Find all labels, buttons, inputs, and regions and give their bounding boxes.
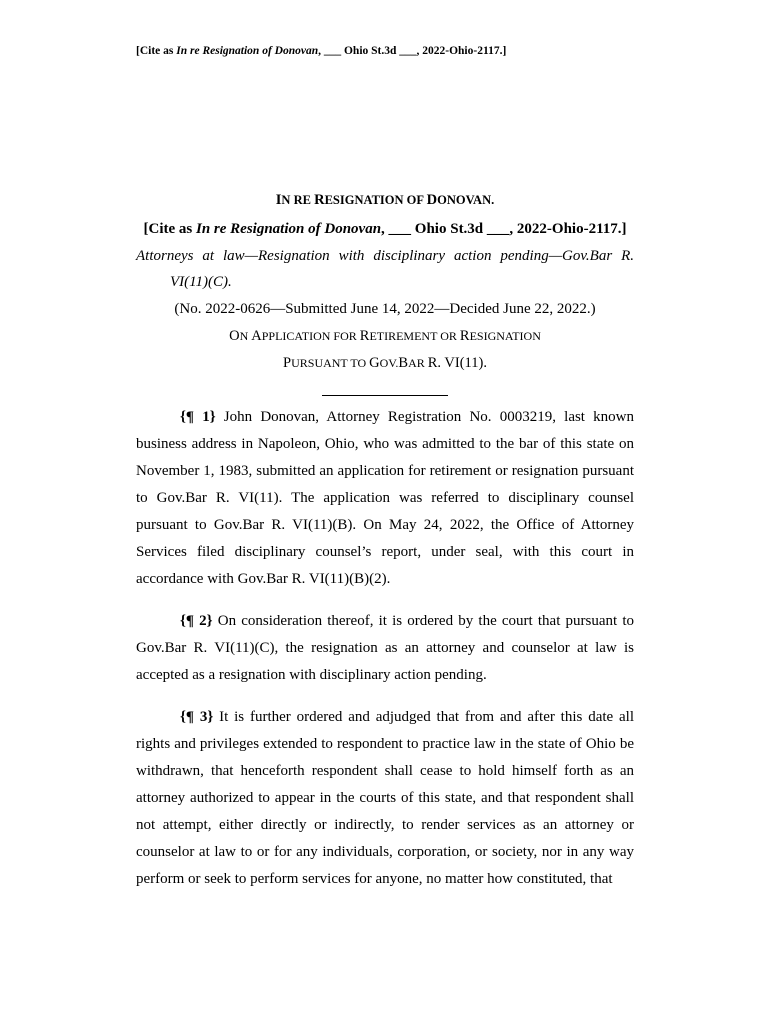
caption-part: ESIGNATION OF	[324, 193, 427, 207]
paragraph-text: It is further ordered and adjudged that from and after this date all rights and privileges extended to respondent to practice law in the state of Ohio be withdrawn, that henceforth respondent shall cease to hold himself forth as an attorney authorized to appear in the courts of this state, and that respondent shall not attempt, either directly or indirectly, to render services as an attorney or counselor at law to or for any individuals, corporation, or society, nor in any way perform or seek to perform services for anyone, no matter how constituted, that	[136, 709, 635, 887]
case-number-dates: (No. 2022-0626—Submitted June 14, 2022—Decided June 22, 2022.)	[174, 301, 596, 317]
running-head-prefix: [Cite as	[136, 45, 177, 57]
caption-part: I	[275, 192, 282, 208]
paragraph-number: {¶ 2}	[180, 613, 213, 629]
heading-part: ESIGNATION	[469, 329, 541, 343]
running-head-citation	[136, 45, 506, 57]
heading-part: A	[251, 328, 262, 344]
section-divider	[322, 395, 448, 396]
opinion-body	[136, 188, 634, 908]
heading-part: B	[398, 355, 409, 371]
running-head-case-name: In re Resignation of Donovan	[176, 45, 319, 57]
case-caption	[136, 188, 634, 212]
heading-part: OV.	[379, 356, 399, 370]
heading-part: N	[239, 329, 252, 343]
heading-part: URSUANT TO	[291, 356, 370, 370]
caption-part: D	[426, 192, 438, 208]
heading-part: G	[369, 355, 380, 371]
paragraph-3	[136, 704, 634, 893]
heading-part: R. VI(11).	[427, 355, 487, 371]
application-heading-line-1	[136, 323, 634, 350]
paragraph-number: {¶ 1}	[180, 409, 216, 425]
paragraph-1	[136, 404, 634, 593]
paragraph-2	[136, 608, 634, 689]
heading-part: O	[229, 328, 240, 344]
heading-part: R	[459, 328, 470, 344]
paragraph-text: On consideration thereof, it is ordered by the court that pursuant to Gov.Bar R. VI(11)(C), the resignation as an attorney and counselor at law is accepted as a resignation with disciplinary action pending.	[136, 613, 635, 683]
heading-part: PPLICATION FOR	[261, 329, 360, 343]
paragraph-text: John Donovan, Attorney Registration No. 0003219, last known business address in Napoleon, Ohio, who was admitted to the bar of this state on November 1, 1983, submitted an application for retirement or resignation pursuant to Gov.Bar R. VI(11). The application was referred to disciplinary counsel pursuant to Gov.Bar R. VI(11)(B). On May 24, 2022, the Office of Attorney Services filed disciplinary counsel’s report, under seal, with this court in accordance with Gov.Bar R. VI(11)(B)(2).	[136, 409, 634, 587]
running-head-suffix: , ___ Ohio St.3d ___, 2022-Ohio-2117.]	[318, 45, 507, 57]
paragraph-number: {¶ 3}	[180, 709, 214, 725]
heading-part: R	[359, 328, 370, 344]
heading-part: ETIREMENT OR	[369, 329, 460, 343]
heading-part: AR	[408, 356, 428, 370]
caption-part: R	[314, 192, 325, 208]
heading-part: P	[283, 355, 292, 371]
caption-part: N RE	[281, 193, 315, 207]
citation-line	[136, 215, 634, 243]
caption-part: ONOVAN.	[437, 193, 495, 207]
citation-case-name: In re Resignation of Donovan	[196, 221, 382, 237]
application-heading-line-2	[136, 350, 634, 377]
headnote-line-2: VI(11)(C).	[170, 274, 232, 290]
citation-suffix: , ___ Ohio St.3d ___, 2022-Ohio-2117.]	[381, 221, 627, 237]
citation-prefix: [Cite as	[143, 221, 196, 237]
headnote-line-1: Attorneys at law—Resignation with disciplinary action pending—Gov.Bar R.	[136, 248, 634, 264]
